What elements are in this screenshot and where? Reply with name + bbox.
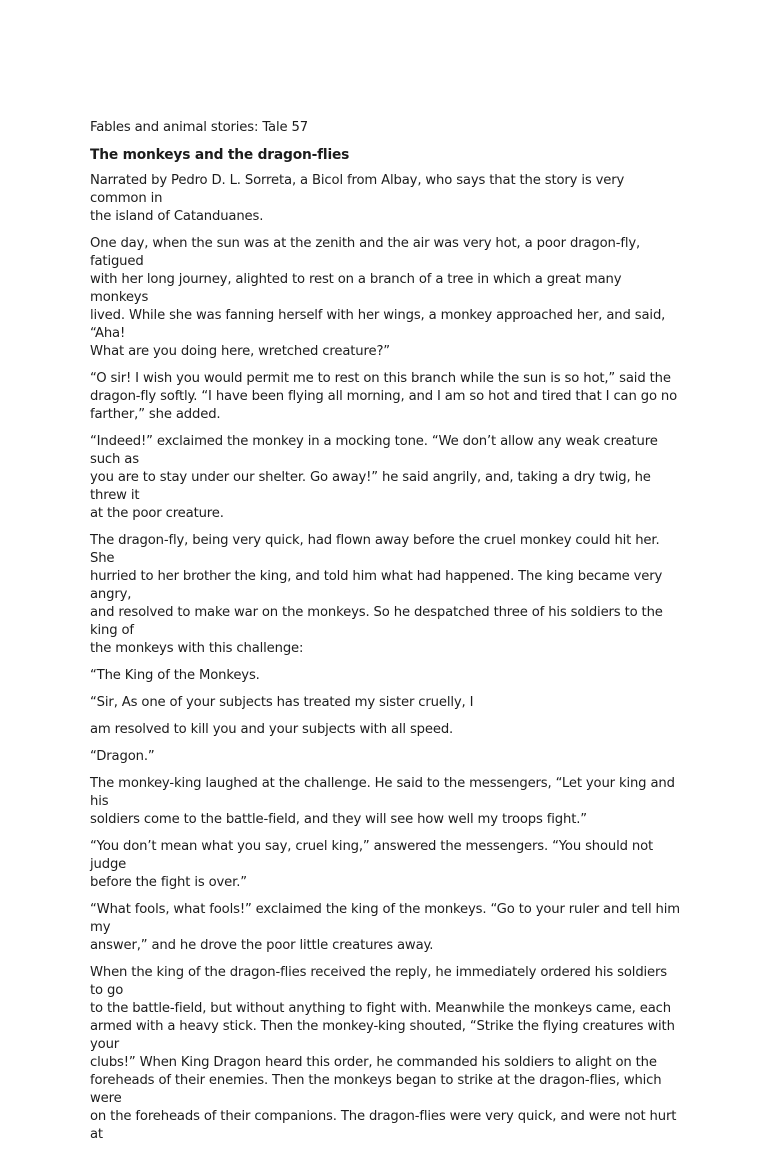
paragraph: One day, when the sun was at the zenith and the air was very hot, a poor dragon-fly, fatigued with her long journey, alighted to rest on a branch of a tree in which a great many monkeys lived. While she was fanning herself with her wings, a monkey approached her, and said, “Aha! What are you doing here, wretched creature?” bbox=[90, 236, 666, 359]
paragraph: When the king of the dragon-flies received the reply, he immediately ordered his soldiers to go to the battle-field, but without anything to fight with. Meanwhile the monkeys came, each armed with a heavy stick. Then the monkey-king shouted, “Strike the flying creatures with your clubs!” When King Dragon heard this order, he commanded his soldiers to alight on the foreheads of their enemies. Then the monkeys began to strike at the dragon-flies, which were on the foreheads of their companions. The dragon-flies were very quick, and were not hurt at bbox=[90, 965, 677, 1142]
paragraph: am resolved to kill you and your subjects with all speed. bbox=[90, 722, 454, 737]
document-subtitle: Fables and animal stories: Tale 57 bbox=[90, 120, 308, 135]
paragraph: “Sir, As one of your subjects has treated my sister cruelly, I bbox=[90, 695, 474, 710]
paragraph: “You don’t mean what you say, cruel king,” answered the messengers. “You should not judge before the fight is over.” bbox=[90, 839, 654, 890]
paragraph: “O sir! I wish you would permit me to rest on this branch while the sun is so hot,” said the dragon-fly softly. “I have been flying all morning, and I am so hot and tired that I can go no farther,” she added. bbox=[90, 371, 678, 422]
document-title: The monkeys and the dragon-flies bbox=[90, 147, 350, 163]
paragraph: Narrated by Pedro D. L. Sorreta, a Bicol from Albay, who says that the story is very common in the island of Catanduanes. bbox=[90, 173, 625, 224]
paragraph: The monkey-king laughed at the challenge. He said to the messengers, “Let your king and his soldiers come to the battle-field, and they will see how well my troops fight.” bbox=[90, 776, 675, 827]
document-body bbox=[90, 119, 682, 1153]
paragraph: The dragon-fly, being very quick, had flown away before the cruel monkey could hit her. She hurried to her brother the king, and told him what had happened. The king became very angry, and resolved to make war on the monkeys. So he despatched three of his soldiers to the king of the monkeys with this challenge: bbox=[90, 533, 663, 656]
paragraph: “The King of the Monkeys. bbox=[90, 668, 260, 683]
paragraph: “Dragon.” bbox=[90, 749, 155, 764]
paragraph: “What fools, what fools!” exclaimed the king of the monkeys. “Go to your ruler and tell him my answer,” and he drove the poor little creatures away. bbox=[90, 902, 680, 953]
paragraph: “Indeed!” exclaimed the monkey in a mocking tone. “We don’t allow any weak creature such as you are to stay under our shelter. Go away!” he said angrily, and, taking a dry twig, he threw it at the poor creature. bbox=[90, 434, 658, 521]
